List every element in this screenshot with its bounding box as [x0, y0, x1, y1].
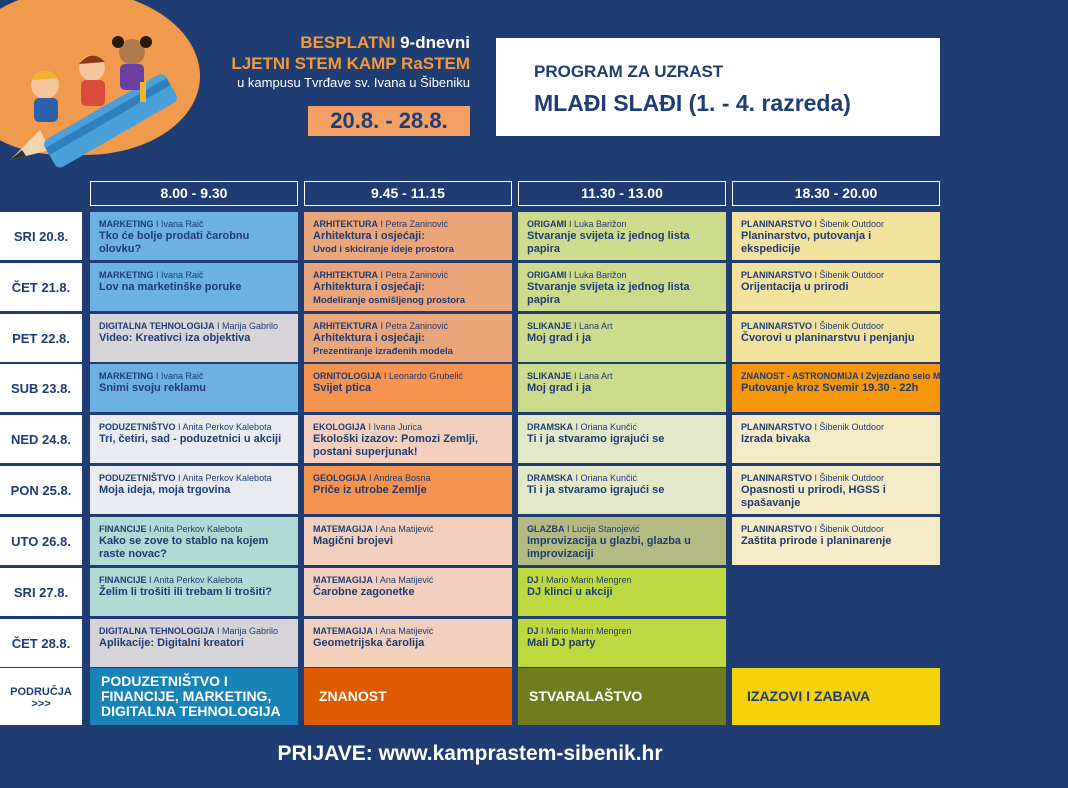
category-name: PLANINARSTVO	[741, 524, 813, 534]
instructor-name: I Ana Matijević	[372, 626, 434, 636]
instructor-name: I Ivana Raič	[153, 371, 204, 381]
activity-title: Ti i ja stvaramo igrajući se	[527, 433, 665, 445]
instructor-name: I Petra Zaninović	[378, 321, 449, 331]
activity-category	[527, 626, 718, 637]
instructor-name: I Šibenik Outdoor	[812, 321, 885, 331]
schedule-cell	[732, 212, 940, 260]
instructor-name: I Oriana Kunčić	[573, 473, 638, 483]
activity-category	[527, 219, 718, 230]
column-header: 8.00 - 9.30	[90, 181, 298, 206]
camp-location: u kampusu Tvrđave sv. Ivana u Šibeniku	[237, 75, 470, 90]
instructor-name: I Ana Matijević	[372, 575, 434, 585]
category-name: PLANINARSTVO	[741, 473, 813, 483]
activity-title: Aplikacije: Digitalni kreatori	[99, 637, 244, 649]
schedule-cell	[304, 263, 512, 311]
area-science: ZNANOST	[304, 668, 512, 725]
activity-category	[313, 473, 504, 484]
category-name: FINANCIJE	[99, 524, 147, 534]
instructor-name: I Ivana Raič	[153, 219, 204, 229]
category-name: DIGITALNA TEHNOLOGIJA	[99, 626, 215, 636]
activity-title: Opasnosti u prirodi, HGSS i spašavanje	[741, 484, 886, 509]
schedule-cell	[732, 364, 1068, 412]
schedule-cell	[304, 415, 512, 463]
activity-category	[527, 371, 718, 382]
category-name: GEOLOGIJA	[313, 473, 367, 483]
instructor-name: I Ivana Jurica	[366, 422, 423, 432]
day-label: ČET 21.8.	[0, 263, 82, 311]
schedule-cell	[304, 364, 512, 412]
instructor-name: I Šibenik Outdoor	[812, 524, 885, 534]
duration-label: 9-dnevni	[395, 33, 470, 52]
schedule-cell	[518, 517, 726, 565]
activity-category	[313, 270, 504, 281]
instructor-name: I Ana Matijević	[372, 524, 434, 534]
category-name: MARKETING	[99, 371, 154, 381]
registration-link[interactable]: PRIJAVE: www.kamprastem-sibenik.hr	[277, 742, 663, 765]
instructor-name: I Marija Gabrilo	[214, 626, 279, 636]
activity-title: Stvaranje svijeta iz jednog lista papira	[527, 230, 690, 255]
category-name: MATEMAGIJA	[313, 524, 373, 534]
activity-title: Želim li trošiti ili trebam li trošiti?	[99, 586, 272, 598]
activity-category	[741, 270, 932, 281]
areas-label	[0, 668, 82, 725]
schedule-cell	[304, 517, 512, 565]
instructor-name: I Ivana Raič	[153, 270, 204, 280]
schedule-cell	[304, 212, 512, 260]
activity-title: Ti i ja stvaramo igrajući se	[527, 484, 665, 496]
program-label: PROGRAM ZA UZRAST	[534, 62, 724, 81]
activity-title: Lov na marketinške poruke	[99, 281, 242, 293]
category-name: PLANINARSTVO	[741, 321, 813, 331]
column-header: 9.45 - 11.15	[304, 181, 512, 206]
category-name: DJ	[527, 575, 539, 585]
schedule-cell	[90, 314, 298, 362]
kids-on-pencil-illustration	[0, 0, 210, 175]
activity-title: Čarobne zagonetke	[313, 586, 415, 598]
instructor-name: I Šibenik Outdoor	[812, 473, 885, 483]
activity-subtitle: Uvod i skiciranje ideje prostora	[313, 244, 454, 255]
activity-title: Svijet ptica	[313, 382, 372, 394]
activity-title: Magični brojevi	[313, 535, 394, 547]
category-name: ORIGAMI	[527, 270, 567, 280]
schedule-cell	[90, 466, 298, 514]
activity-title: Moj grad i ja	[527, 332, 592, 344]
activity-category	[99, 321, 290, 332]
area-challenges: IZAZOVI I ZABAVA	[732, 668, 940, 725]
category-name: ZNANOST - ASTRONOMIJA I Zvjezdano selo Mosor:	[741, 371, 963, 381]
activity-title: Izrada bivaka	[741, 433, 811, 445]
activity-category	[741, 422, 932, 433]
schedule-cell	[90, 568, 298, 616]
schedule-cell	[90, 263, 298, 311]
activity-title: Stvaranje svijeta iz jednog lista papira	[527, 281, 690, 306]
category-name: MATEMAGIJA	[313, 626, 373, 636]
child-figure-icon	[31, 70, 59, 122]
instructor-name: I Šibenik Outdoor	[812, 422, 885, 432]
activity-title: Geometrijska čarolija	[313, 637, 425, 649]
category-name: DJ	[527, 626, 539, 636]
category-name: ORIGAMI	[527, 219, 567, 229]
activity-subtitle: Prezentiranje izrađenih modela	[313, 346, 453, 357]
instructor-name: I Luka Barižon	[566, 219, 627, 229]
schedule-cell	[90, 517, 298, 565]
activity-title: DJ klinci u akciji	[527, 586, 613, 598]
areas-label-arrows: >>>	[31, 698, 51, 710]
category-name: MARKETING	[99, 270, 154, 280]
category-name: MARKETING	[99, 219, 154, 229]
day-label: UTO 26.8.	[0, 517, 82, 565]
areas-label-text: PODRUČJA	[10, 686, 72, 698]
activity-title: Arhitektura i osjećaji:	[313, 230, 425, 242]
category-name: ORNITOLOGIJA	[313, 371, 382, 381]
activity-title: Tko će bolje prodati čarobnu olovku?	[99, 230, 250, 255]
activity-category	[313, 524, 504, 535]
camp-title-line1	[205, 32, 470, 53]
category-name: PLANINARSTVO	[741, 219, 813, 229]
camp-name: LJETNI STEM KAMP RaSTEM	[231, 54, 470, 73]
schedule-cell	[518, 466, 726, 514]
activity-category	[527, 473, 718, 484]
day-label: PET 22.8.	[0, 314, 82, 362]
instructor-name: I Lana Art	[571, 321, 613, 331]
day-label: PON 25.8.	[0, 466, 82, 514]
category-name: GLAZBA	[527, 524, 565, 534]
schedule-cell	[518, 263, 726, 311]
category-name: PLANINARSTVO	[741, 422, 813, 432]
activity-title: Čvorovi u planinarstvu i penjanju	[741, 332, 915, 344]
instructor-name: I Anita Perkov Kalebota	[175, 422, 272, 432]
day-label: SUB 23.8.	[0, 364, 82, 412]
instructor-name: I Andrea Bosna	[366, 473, 431, 483]
program-box	[496, 38, 940, 136]
category-name: PODUZETNIŠTVO	[99, 473, 176, 483]
instructor-name: Duje Barić i Anđela Kavelj	[962, 371, 1068, 381]
activity-title: Arhitektura i osjećaji:	[313, 281, 425, 293]
day-label: SRI 20.8.	[0, 212, 82, 260]
instructor-name: I Šibenik Outdoor	[812, 219, 885, 229]
activity-subtitle: Modeliranje osmišljenog prostora	[313, 295, 466, 306]
activity-title: Tri, četiri, sad - poduzetnici u akciji	[99, 433, 282, 445]
activity-title: Kako se zove to stablo na kojem raste novac?	[99, 535, 269, 560]
category-name: ARHITEKTURA	[313, 219, 378, 229]
activity-category	[313, 371, 504, 382]
day-label: NED 24.8.	[0, 415, 82, 463]
schedule-cell	[304, 619, 512, 667]
schedule-cell	[732, 314, 940, 362]
activity-title: Improvizacija u glazbi, glazba u improvizaciji	[527, 535, 691, 560]
day-label: SRI 27.8.	[0, 568, 82, 616]
activity-category	[741, 219, 932, 230]
program-age-group: MLAĐI SLAĐI (1. - 4. razreda)	[534, 90, 851, 116]
schedule-cell	[304, 466, 512, 514]
schedule-cell	[518, 568, 726, 616]
activity-title: Video: Kreativci iza objektiva	[99, 332, 251, 344]
instructor-name: I Anita Perkov Kalebota	[146, 524, 243, 534]
category-name: MATEMAGIJA	[313, 575, 373, 585]
schedule-cell	[732, 517, 940, 565]
category-name: SLIKANJE	[527, 321, 572, 331]
activity-title: Ekološki izazov: Pomozi Zemlji, postani superjunak!	[313, 433, 479, 458]
column-header: 18.30 - 20.00	[732, 181, 940, 206]
schedule-cell	[732, 415, 940, 463]
instructor-name: I Lana Art	[571, 371, 613, 381]
schedule-cell	[732, 466, 940, 514]
schedule-cell	[90, 364, 298, 412]
instructor-name: I Mario Marin Mengren	[538, 575, 632, 585]
activity-category	[313, 422, 504, 433]
activity-category	[527, 422, 718, 433]
activity-category	[99, 219, 290, 230]
activity-category	[741, 371, 1068, 382]
schedule-cell	[518, 364, 726, 412]
activity-category	[99, 422, 290, 433]
category-name: SLIKANJE	[527, 371, 572, 381]
activity-category	[313, 575, 504, 586]
instructor-name: I Oriana Kunčić	[573, 422, 638, 432]
category-name: FINANCIJE	[99, 575, 147, 585]
activity-category	[99, 575, 290, 586]
activity-title: Orijentacija u prirodi	[741, 281, 849, 293]
activity-title: Moja ideja, moja trgovina	[99, 484, 231, 496]
category-name: EKOLOGIJA	[313, 422, 367, 432]
activity-title: Moj grad i ja	[527, 382, 592, 394]
activity-title: Arhitektura i osjećaji:	[313, 332, 425, 344]
schedule-cell	[304, 314, 512, 362]
category-name: DIGITALNA TEHNOLOGIJA	[99, 321, 215, 331]
category-name: PLANINARSTVO	[741, 270, 813, 280]
activity-category	[99, 473, 290, 484]
instructor-name: I Luka Barižon	[566, 270, 627, 280]
activity-title: Putovanje kroz Svemir 19.30 - 22h	[741, 382, 919, 394]
column-header: 11.30 - 13.00	[518, 181, 726, 206]
activity-category	[313, 219, 504, 230]
activity-category	[313, 626, 504, 637]
activity-title: Mali DJ party	[527, 637, 596, 649]
activity-category	[741, 473, 932, 484]
activity-category	[99, 524, 290, 535]
category-name: ARHITEKTURA	[313, 270, 378, 280]
schedule-cell	[518, 415, 726, 463]
schedule-cell	[518, 314, 726, 362]
schedule-cell	[304, 568, 512, 616]
schedule-cell	[518, 212, 726, 260]
schedule-cell	[90, 212, 298, 260]
day-label: ČET 28.8.	[0, 619, 82, 667]
activity-category	[741, 524, 932, 535]
activity-category	[527, 321, 718, 332]
instructor-name: I Lucija Stanojević	[564, 524, 640, 534]
schedule-cell	[732, 263, 940, 311]
camp-title-block	[205, 32, 470, 92]
free-label: BESPLATNI	[300, 33, 396, 52]
activity-title: Zaštita prirode i planinarenje	[741, 535, 892, 547]
instructor-name: I Anita Perkov Kalebota	[175, 473, 272, 483]
instructor-name: I Petra Zaninović	[378, 219, 449, 229]
category-name: PODUZETNIŠTVO	[99, 422, 176, 432]
area-creativity: STVARALAŠTVO	[518, 668, 726, 725]
activity-category	[99, 626, 290, 637]
schedule-cell	[90, 619, 298, 667]
activity-category	[527, 270, 718, 281]
schedule-cell	[518, 619, 726, 667]
instructor-name: I Šibenik Outdoor	[812, 270, 885, 280]
activity-category	[741, 321, 932, 332]
category-name: DRAMSKA	[527, 422, 573, 432]
category-name: ARHITEKTURA	[313, 321, 378, 331]
area-business: PODUZETNIŠTVO I FINANCIJE, MARKETING, DIGITALNA TEHNOLOGIJA	[90, 668, 298, 725]
activity-category	[99, 270, 290, 281]
instructor-name: I Leonardo Grubelić	[381, 371, 463, 381]
activity-category	[527, 575, 718, 586]
activity-title: Planinarstvo, putovanja i ekspedicije	[741, 230, 872, 255]
instructor-name: I Marija Gabrilo	[214, 321, 279, 331]
camp-dates: 20.8. - 28.8.	[308, 106, 470, 136]
activity-category	[313, 321, 504, 332]
schedule-cell	[90, 415, 298, 463]
activity-category	[527, 524, 718, 535]
instructor-name: I Anita Perkov Kalebota	[146, 575, 243, 585]
activity-title: Priče iz utrobe Zemlje	[313, 484, 427, 496]
category-name: DRAMSKA	[527, 473, 573, 483]
instructor-name: I Mario Marin Mengren	[538, 626, 632, 636]
activity-category	[99, 371, 290, 382]
instructor-name: I Petra Zaninović	[378, 270, 449, 280]
child-figure-icon	[79, 55, 105, 106]
activity-title: Snimi svoju reklamu	[99, 382, 206, 394]
